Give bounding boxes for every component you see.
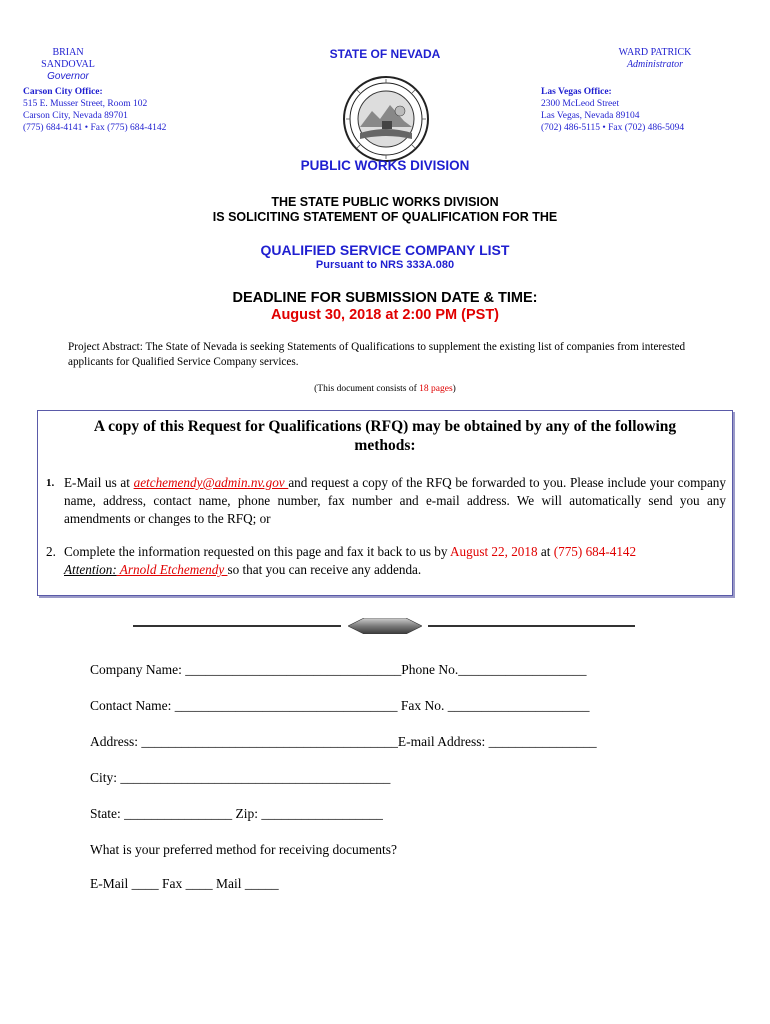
fax-deadline-date: August 22, 2018 bbox=[450, 544, 538, 559]
method-item-email bbox=[46, 474, 726, 528]
method-1-post: and request a copy of the RFQ be forwarded to you. Please include your company name, address, contact name, phone number, fax number and e-mail address. We will automatically send you any amendments or changes to the RFQ; or bbox=[64, 475, 726, 526]
method-2-pre: Complete the information requested on this page and fax it back to us by bbox=[64, 544, 451, 559]
method-2-mid: at bbox=[537, 544, 554, 559]
box-title-line-1: A copy of this Request for Qualifications (RFQ) may be obtained by any of the following bbox=[93, 418, 677, 435]
division-title: PUBLIC WORKS DIVISION bbox=[300, 158, 470, 173]
governor-name: BRIAN SANDOVAL bbox=[41, 47, 95, 70]
nevada-state-seal-icon bbox=[342, 75, 430, 163]
vegas-office-line1: 2300 McLeod Street bbox=[541, 99, 620, 109]
fax-number: (775) 684-4142 bbox=[553, 544, 637, 559]
company-phone-row[interactable]: Company Name: ________________________________Phone No.___________________ bbox=[90, 662, 587, 677]
attention-name: Arnold Etchemendy bbox=[116, 562, 228, 577]
method-1-pre: E-Mail us at bbox=[64, 475, 134, 490]
method-item-fax bbox=[46, 543, 726, 579]
box-title-line-2: methods: bbox=[354, 437, 416, 454]
page-count-value: 18 pages bbox=[419, 384, 453, 394]
administrator-name: WARD PATRICK bbox=[618, 47, 692, 58]
carson-office-line3: (775) 684-4141 • Fax (775) 684-4142 bbox=[23, 123, 167, 133]
method-1-number: 1. bbox=[46, 477, 55, 489]
rfq-methods-box bbox=[37, 410, 733, 596]
soliciting-line-1: THE STATE PUBLIC WORKS DIVISION bbox=[271, 195, 499, 209]
address-email-row[interactable]: Address: ______________________________________E-mail Address: ________________ bbox=[90, 734, 597, 749]
carson-city-office bbox=[23, 86, 166, 134]
preferred-method-question: What is your preferred method for receiving documents? bbox=[90, 842, 398, 857]
state-title: STATE OF NEVADA bbox=[329, 47, 441, 61]
page-count-note bbox=[0, 384, 770, 394]
city-row[interactable]: City: ________________________________________ bbox=[90, 770, 391, 785]
rfq-email-link[interactable]: aetchemendy@admin.nv.gov bbox=[133, 475, 289, 490]
administrator-title: Administrator bbox=[626, 59, 684, 70]
state-zip-row[interactable]: State: ________________ Zip: __________________ bbox=[90, 806, 383, 821]
carson-office-line1: 515 E. Musser Street, Room 102 bbox=[23, 99, 148, 109]
carson-office-line2: Carson City, Nevada 89701 bbox=[23, 111, 128, 121]
diamond-divider-icon bbox=[348, 618, 422, 634]
method-2-number: 2. bbox=[46, 544, 56, 559]
divider-right bbox=[428, 625, 635, 627]
vegas-office-line3: (702) 486-5115 • Fax (702) 486-5094 bbox=[541, 123, 685, 133]
vegas-office-line2: Las Vegas, Nevada 89104 bbox=[541, 111, 640, 121]
box-title bbox=[38, 417, 732, 455]
attention-label: Attention: bbox=[64, 562, 117, 577]
vegas-office-label: Las Vegas Office: bbox=[541, 87, 612, 97]
page-count-prefix: (This document consists of bbox=[314, 384, 420, 394]
list-title: QUALIFIED SERVICE COMPANY LIST bbox=[260, 242, 510, 258]
divider-left bbox=[133, 625, 341, 627]
las-vegas-office bbox=[541, 86, 684, 134]
page-count-suffix: ) bbox=[452, 384, 456, 394]
deadline-value: August 30, 2018 at 2:00 PM (PST) bbox=[270, 307, 500, 323]
carson-office-label: Carson City Office: bbox=[23, 87, 103, 97]
method-2-post: so that you can receive any addenda. bbox=[227, 562, 422, 577]
deadline-label: DEADLINE FOR SUBMISSION DATE & TIME: bbox=[232, 290, 538, 306]
governor-title: Governor bbox=[47, 71, 89, 82]
pursuant-line: Pursuant to NRS 333A.080 bbox=[315, 259, 455, 271]
preferred-method-options[interactable]: E-Mail ____ Fax ____ Mail _____ bbox=[90, 876, 279, 891]
project-abstract: Project Abstract: The State of Nevada is seeking Statements of Qualifications to supplement the existing list of companies from interested applicants for Qualified Service Company services. bbox=[68, 341, 686, 368]
soliciting-line-2: IS SOLICITING STATEMENT OF QUALIFICATION FOR THE bbox=[212, 210, 558, 224]
contact-fax-row[interactable]: Contact Name: _________________________________ Fax No. _____________________ bbox=[90, 698, 590, 713]
